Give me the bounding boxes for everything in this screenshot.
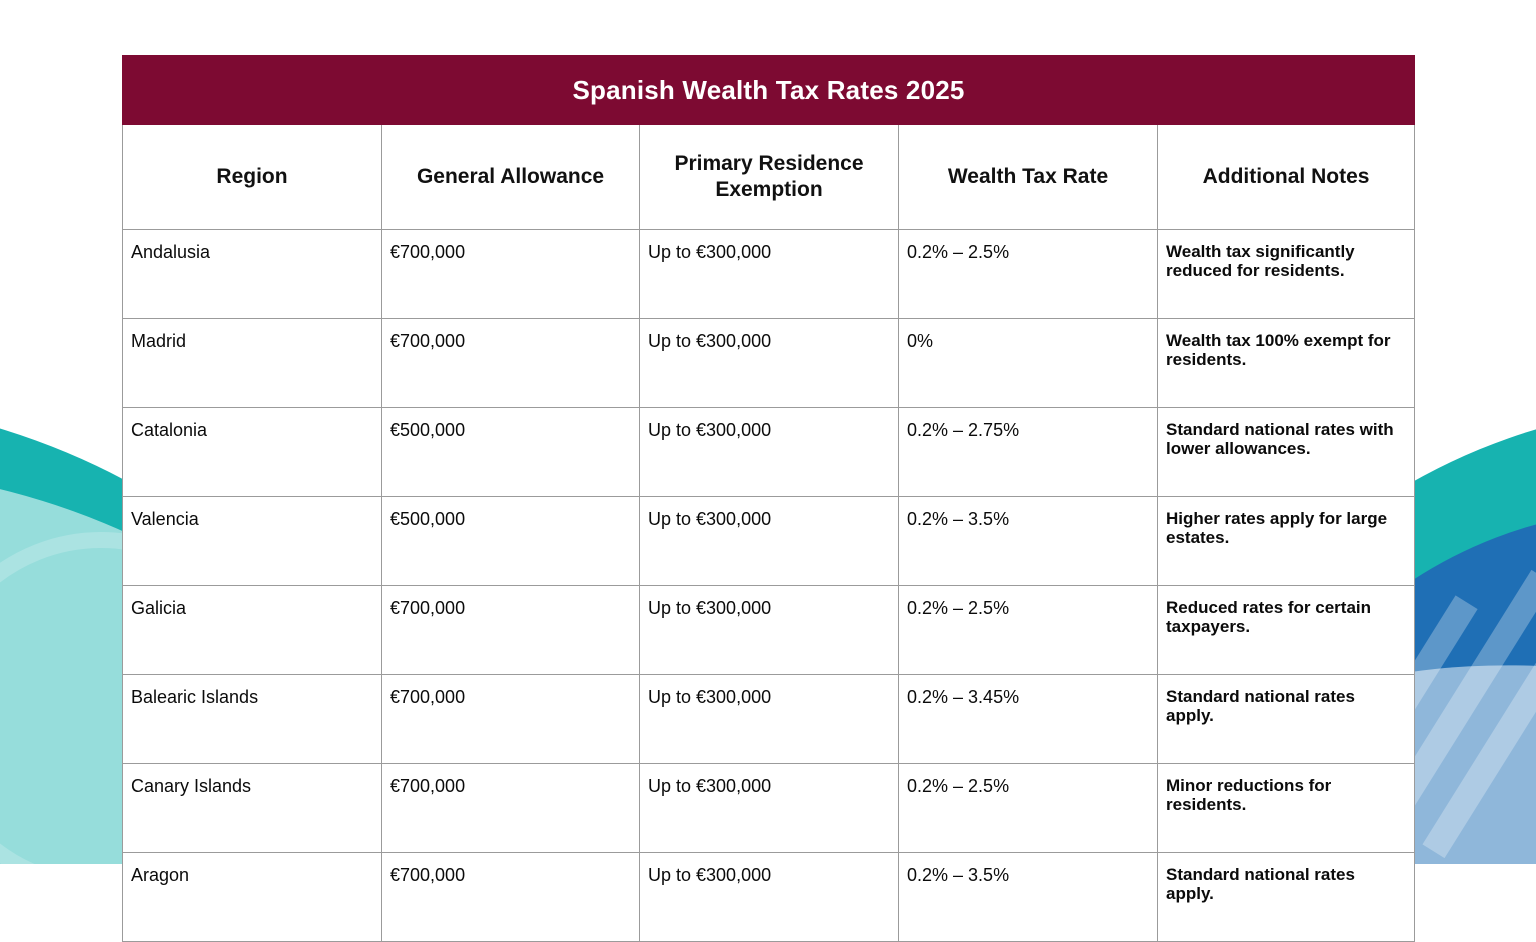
table-row	[123, 675, 1415, 764]
table-row	[123, 408, 1415, 497]
cell-primary-residence-exemption: Up to €300,000	[640, 408, 899, 497]
column-header-wealth-tax-rate: Wealth Tax Rate	[899, 125, 1158, 230]
cell-wealth-tax-rate: 0.2% – 2.5%	[899, 764, 1158, 853]
cell-wealth-tax-rate: 0.2% – 3.45%	[899, 675, 1158, 764]
column-header-general-allowance: General Allowance	[382, 125, 640, 230]
table-row	[123, 230, 1415, 319]
cell-primary-residence-exemption: Up to €300,000	[640, 853, 899, 942]
cell-wealth-tax-rate: 0%	[899, 319, 1158, 408]
cell-additional-notes: Standard national rates apply.	[1158, 675, 1415, 764]
cell-region: Valencia	[123, 497, 382, 586]
cell-primary-residence-exemption: Up to €300,000	[640, 675, 899, 764]
cell-general-allowance: €700,000	[382, 675, 640, 764]
table-title-row	[123, 56, 1415, 125]
cell-general-allowance: €700,000	[382, 319, 640, 408]
table-row	[123, 586, 1415, 675]
cell-region: Madrid	[123, 319, 382, 408]
column-header-primary-residence-exemption: Primary Residence Exemption	[640, 125, 899, 230]
table-row	[123, 319, 1415, 408]
cell-general-allowance: €700,000	[382, 586, 640, 675]
cell-additional-notes: Standard national rates with lower allowances.	[1158, 408, 1415, 497]
cell-wealth-tax-rate: 0.2% – 3.5%	[899, 497, 1158, 586]
column-header-region: Region	[123, 125, 382, 230]
cell-wealth-tax-rate: 0.2% – 2.5%	[899, 586, 1158, 675]
cell-additional-notes: Higher rates apply for large estates.	[1158, 497, 1415, 586]
wealth-tax-table	[122, 55, 1415, 942]
cell-additional-notes: Reduced rates for certain taxpayers.	[1158, 586, 1415, 675]
table-row	[123, 497, 1415, 586]
cell-region: Andalusia	[123, 230, 382, 319]
cell-general-allowance: €700,000	[382, 230, 640, 319]
cell-additional-notes: Standard national rates apply.	[1158, 853, 1415, 942]
cell-region: Galicia	[123, 586, 382, 675]
cell-region: Aragon	[123, 853, 382, 942]
table-header-row	[123, 125, 1415, 230]
table-row	[123, 853, 1415, 942]
wealth-tax-table-container	[122, 55, 1414, 942]
cell-additional-notes: Wealth tax significantly reduced for residents.	[1158, 230, 1415, 319]
cell-region: Balearic Islands	[123, 675, 382, 764]
table-title: Spanish Wealth Tax Rates 2025	[123, 56, 1415, 125]
cell-wealth-tax-rate: 0.2% – 3.5%	[899, 853, 1158, 942]
column-header-additional-notes: Additional Notes	[1158, 125, 1415, 230]
cell-primary-residence-exemption: Up to €300,000	[640, 586, 899, 675]
cell-wealth-tax-rate: 0.2% – 2.5%	[899, 230, 1158, 319]
cell-wealth-tax-rate: 0.2% – 2.75%	[899, 408, 1158, 497]
cell-primary-residence-exemption: Up to €300,000	[640, 319, 899, 408]
cell-primary-residence-exemption: Up to €300,000	[640, 497, 899, 586]
cell-primary-residence-exemption: Up to €300,000	[640, 764, 899, 853]
table-row	[123, 764, 1415, 853]
cell-region: Catalonia	[123, 408, 382, 497]
cell-general-allowance: €500,000	[382, 408, 640, 497]
cell-general-allowance: €700,000	[382, 853, 640, 942]
cell-primary-residence-exemption: Up to €300,000	[640, 230, 899, 319]
cell-general-allowance: €700,000	[382, 764, 640, 853]
cell-additional-notes: Wealth tax 100% exempt for residents.	[1158, 319, 1415, 408]
cell-additional-notes: Minor reductions for residents.	[1158, 764, 1415, 853]
cell-general-allowance: €500,000	[382, 497, 640, 586]
cell-region: Canary Islands	[123, 764, 382, 853]
